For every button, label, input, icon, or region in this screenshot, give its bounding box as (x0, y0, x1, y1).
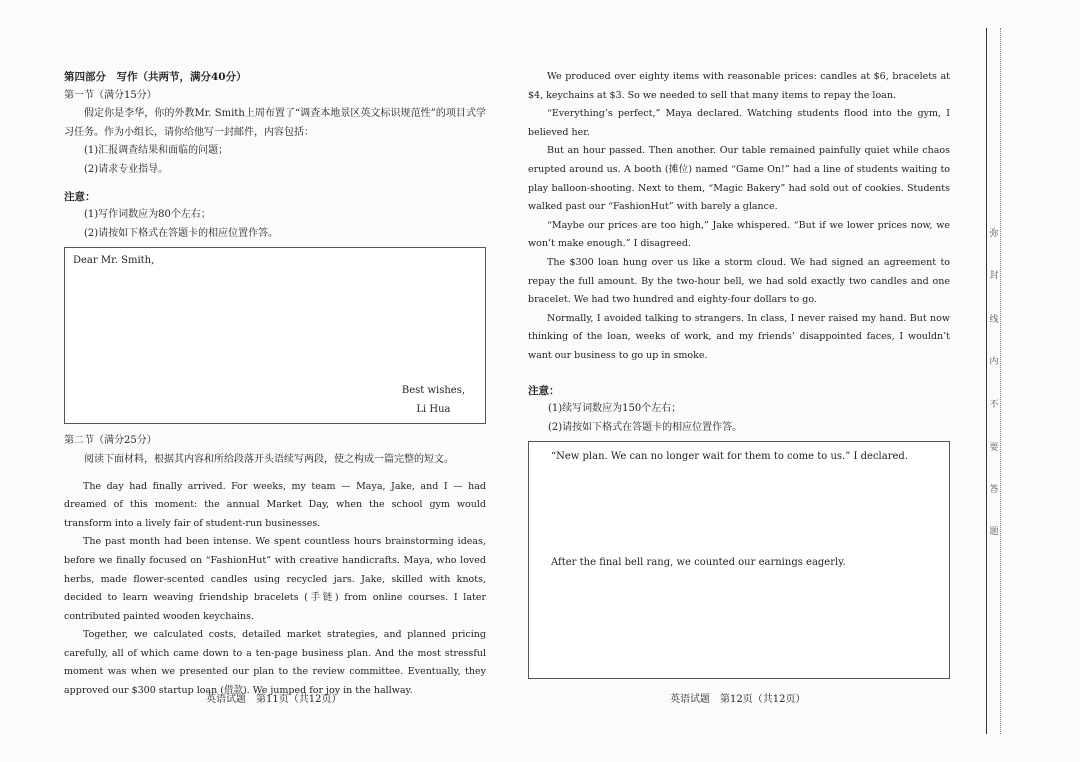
page-footer-right: 英语试题 第12页（共12页） (670, 694, 806, 705)
paragraph1-start: “New plan. We can no longer wait for them to come to us.” I declared. (551, 451, 908, 463)
story-paragraph: “Maybe our prices are too high,” Jake whispered. “But if we lower prices now, we won’t make enough.” I disagreed. (528, 219, 950, 250)
note-title: 注意： (64, 190, 96, 203)
section1-note: (2)请按如下格式在答题卡的相应位置作答。 (84, 227, 279, 239)
letter-closing: Best wishes, (401, 385, 465, 397)
continuation-answer-box[interactable] (528, 441, 950, 679)
continuation-note: (1)续写词数应为150个左右； (548, 403, 682, 415)
binding-char: 线 (989, 315, 999, 325)
right-column (528, 68, 950, 679)
story-paragraph: We produced over eighty items with reasonable prices: candles at $6, bracelets at $4, keychains at $3. So we needed to sell that many items to repay the loan. (528, 71, 950, 101)
binding-dotted-line (1000, 28, 1001, 734)
story-paragraph: Together, we calculated costs, detailed market strategies, and planned pricing carefully, all of which came down to a ten-page business plan. And the most stressful moment was when we presented our plan to the review committee. Eventually, they approved our $300 startup loan (借款). We jumped for joy in the hallway. (64, 629, 486, 697)
story-paragraph: The past month had been intense. We spent countless hours brainstorming ideas, before we finally focused on “FashionHut” with creative handicrafts. Maya, who loved herbs, made flower-scented candles using recycled jars. Jake, skilled with knots, decided to learn weaving friendship bracelets (手链) from online courses. I later contributed painted wooden keychains. (64, 536, 486, 622)
letter-answer-box[interactable] (64, 247, 486, 424)
section2-title: 第二节（满分25分） (64, 435, 157, 447)
section1-point: (2)请求专业指导。 (84, 163, 169, 175)
letter-greeting: Dear Mr. Smith, (73, 255, 155, 267)
binding-char: 不 (989, 400, 999, 410)
paragraph2-start: After the final bell rang, we counted our earnings eagerly. (551, 557, 846, 569)
binding-char: 封 (989, 271, 999, 281)
left-column (64, 68, 486, 701)
letter-signature (402, 382, 465, 419)
story-paragraph: But an hour passed. Then another. Our table remained painfully quiet while chaos erupted around us. A booth (摊位) named “Game On!” had a line of students waiting to play balloon-shooting. Next to them, “Magic Bakery” had sold out of cookies. Students walked past our “FashionHut” with barely a glance. (528, 145, 950, 213)
story-paragraph: Normally, I avoided talking to strangers. In class, I never raised my hand. But now thinking of the loan, weeks of work, and my friends’ disappointed faces, I wouldn’t want our business to go up in smoke. (528, 312, 950, 361)
story-paragraph: “Everything’s perfect,” Maya declared. Watching students flood into the gym, I believed her. (528, 108, 950, 138)
section2-intro: 阅读下面材料，根据其内容和所给段落开头语续写两段，使之构成一篇完整的短文。 (84, 453, 454, 465)
binding-line (986, 28, 987, 734)
section1-intro: 假定你是李华，你的外教Mr. Smith上周布置了“调查本地景区英文标识规范性”的项目式学习任务。作为小组长，请你给他写一封邮件，内容包括： (64, 108, 486, 138)
binding-char: 弥 (989, 229, 999, 239)
binding-char: 题 (989, 527, 999, 537)
part-title: 第四部分 写作（共两节，满分40分） (64, 71, 247, 83)
binding-char: 内 (989, 357, 999, 367)
continuation-note: (2)请按如下格式在答题卡的相应位置作答。 (548, 421, 743, 433)
note-title: 注意： (528, 384, 560, 397)
page-footer-left: 英语试题 第11页（共12页） (206, 694, 342, 705)
binding-char: 答 (989, 485, 999, 495)
section1-note: (1)写作词数应为80个左右； (84, 209, 211, 221)
story-paragraph: The day had finally arrived. For weeks, my team — Maya, Jake, and I — had dreamed of this moment: the annual Market Day, when the school gym would transform into a lively fair of student-run businesses. (64, 480, 486, 529)
section1-point: (1)汇报调查结果和面临的问题； (84, 145, 229, 157)
binding-char: 要 (989, 443, 999, 453)
section1-title: 第一节（满分15分） (64, 89, 157, 101)
letter-name: Li Hua (416, 403, 451, 415)
story-paragraph: The $300 loan hung over us like a storm cloud. We had signed an agreement to repay the full amount. By the two-hour bell, we had sold exactly two candles and one bracelet. We had two hundred and eighty-four dollars to go. (528, 256, 950, 306)
